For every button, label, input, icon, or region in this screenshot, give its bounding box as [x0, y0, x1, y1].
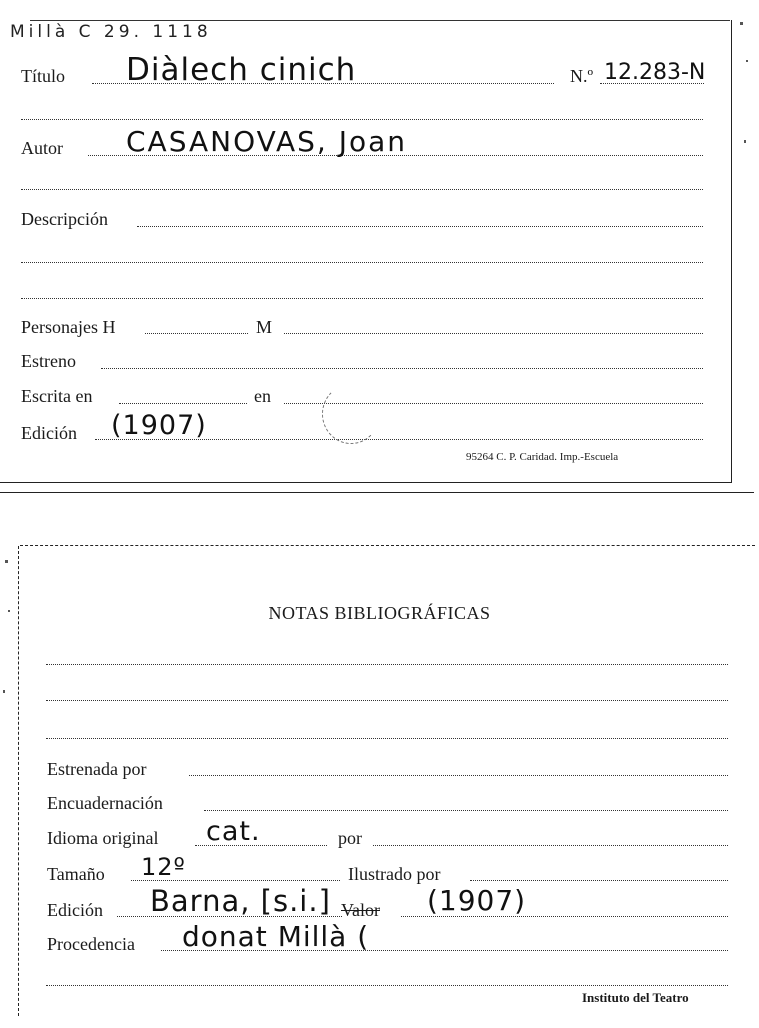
estreno-line — [101, 368, 703, 369]
scan-speck — [744, 140, 746, 143]
edicion-value: (1907) — [111, 410, 207, 441]
numero-value: 12.283-N — [604, 60, 706, 85]
idioma-por-line — [373, 845, 728, 846]
autor-value: CASANOVAS, Joan — [126, 125, 408, 158]
edicion2-label: Edición — [47, 900, 103, 920]
escrita-line — [119, 403, 247, 404]
card2-top-edge — [20, 545, 755, 546]
idioma-label: Idioma original — [47, 828, 159, 848]
numero-label: N.º — [570, 66, 594, 86]
blank-line-2 — [21, 189, 703, 190]
blank-line-3 — [21, 262, 703, 263]
card1-lower-edge — [0, 492, 754, 493]
scan-speck — [8, 610, 10, 612]
idioma-por-label: por — [338, 828, 362, 848]
edicion2-value: Barna, [s.i.] — [150, 884, 331, 918]
edicion-label: Edición — [21, 423, 77, 443]
notas-line-final — [46, 985, 728, 986]
estreno-label: Estreno — [21, 351, 76, 371]
card1-bottom-edge — [0, 482, 732, 483]
procedencia-value: donat Millà ( — [182, 920, 370, 953]
estrenada-label: Estrenada por — [47, 759, 147, 779]
scan-speck — [740, 22, 743, 25]
notas-line-2 — [46, 700, 728, 701]
descripcion-line — [137, 226, 703, 227]
ilustrado-line — [470, 880, 728, 881]
personajes-label: Personajes H — [21, 317, 116, 337]
procedencia-label: Procedencia — [47, 934, 135, 954]
valor-value: (1907) — [427, 884, 527, 917]
scan-speck — [3, 690, 5, 693]
tamano-label: Tamaño — [47, 864, 105, 884]
tamano-value: 12º — [141, 853, 186, 881]
blank-line-4 — [21, 298, 703, 299]
valor-label: Valor — [341, 900, 380, 920]
escrita-label: Escrita en — [21, 386, 93, 406]
estrenada-line — [189, 775, 728, 776]
call-number-note: Millà C 29. 1118 — [10, 22, 212, 42]
card1-top-edge — [30, 20, 730, 21]
scan-speck — [746, 60, 748, 62]
notas-line-3 — [46, 738, 728, 739]
autor-label: Autor — [21, 138, 63, 158]
escrita-en-label: en — [254, 386, 271, 406]
encuadernacion-label: Encuadernación — [47, 793, 163, 813]
card1-right-edge — [731, 20, 732, 482]
idioma-value: cat. — [206, 816, 261, 847]
blank-line-1 — [21, 119, 703, 120]
titulo-value: Diàlech cinich — [126, 52, 357, 88]
scan-speck — [5, 560, 8, 563]
personajes-m-line — [284, 333, 703, 334]
notas-heading: NOTAS BIBLIOGRÁFICAS — [268, 603, 491, 623]
notas-line-1 — [46, 664, 728, 665]
institution-footer: Instituto del Teatro — [582, 990, 689, 1005]
titulo-label: Título — [21, 66, 65, 86]
punch-mark — [322, 384, 380, 444]
descripcion-label: Descripción — [21, 209, 108, 229]
printer-imprint: 95264 C. P. Caridad. Imp.-Escuela — [466, 451, 619, 463]
personajes-m-label: M — [256, 317, 273, 337]
ilustrado-label: Ilustrado por — [348, 864, 441, 884]
encuadernacion-line — [204, 810, 728, 811]
personajes-h-line — [145, 333, 248, 334]
